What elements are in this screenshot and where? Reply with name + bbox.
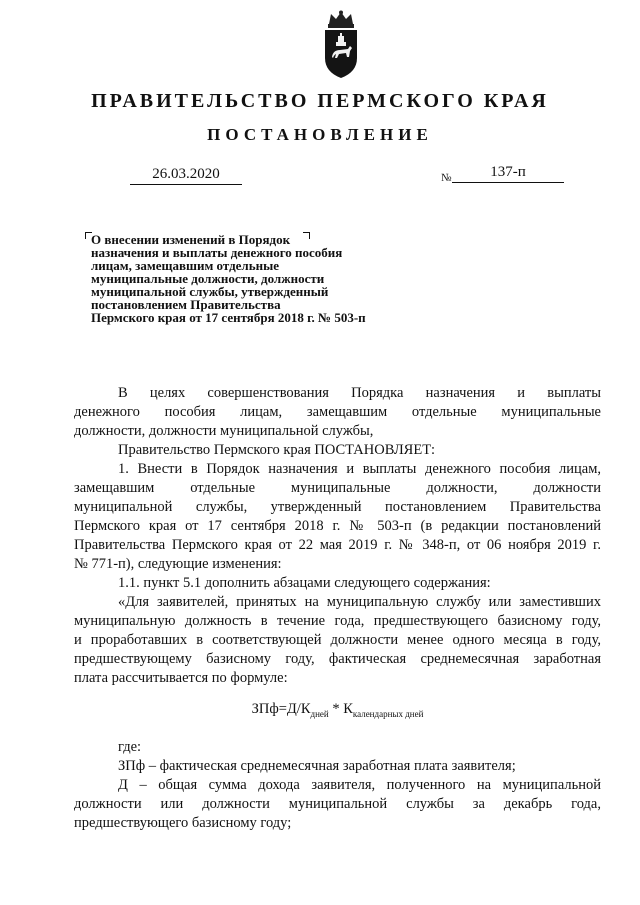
paragraph-line: предшествующему базисному году, фактическая среднемесячная заработная — [74, 651, 601, 667]
document-number: 137-п — [452, 163, 564, 183]
paragraph-line: должности, должности муниципальной службы, — [74, 423, 374, 439]
government-name: ПРАВИТЕЛЬСТВО ПЕРМСКОГО КРАЯ — [91, 90, 549, 112]
paragraph-line: Пермского края от 17 сентября 2018 г. № 503-п (в редакции постановлений — [74, 518, 601, 534]
subject-line: О внесении изменений в Порядок — [91, 232, 291, 247]
paragraph-line: В целях совершенствования Порядка назначения и выплаты — [118, 385, 601, 401]
paragraph-line: замещавшим отдельные муниципальные должности, должности — [74, 480, 601, 496]
formula — [74, 700, 601, 724]
formula-lhs: ЗПф=Д/К — [251, 701, 311, 717]
paragraph-line: денежного пособия лицам, замещавшим отдельные муниципальные — [74, 404, 601, 420]
paragraph-line: где: — [118, 738, 142, 755]
paragraph-line: «Для заявителей, принятых на муниципальную службу или заместивших — [118, 594, 601, 610]
subject-line: постановлением Правительства — [91, 297, 281, 312]
paragraph-line: ЗПф – фактическая среднемесячная заработная плата заявителя; — [118, 757, 516, 774]
number-label: № — [441, 172, 452, 184]
document-type: ПОСТАНОВЛЕНИЕ — [207, 125, 433, 144]
formula-subscript: календарных дней — [352, 708, 424, 719]
subject-line: муниципальной службы, утвержденный — [91, 284, 329, 299]
coat-of-arms-icon — [319, 10, 363, 80]
subject-line: муниципальные должности, должности — [91, 271, 325, 286]
subject-title — [91, 233, 421, 324]
paragraph-line: должности или должности муниципальной службы за декабрь года, — [74, 795, 601, 812]
subject-line: назначения и выплаты денежного пособия — [91, 245, 343, 260]
subject-line: лицам, замещавшим отдельные — [91, 258, 280, 273]
paragraph-line: 1. Внести в Порядок назначения и выплаты денежного пособия лицам, — [118, 461, 601, 477]
paragraph-line: Правительство Пермского края ПОСТАНОВЛЯЕТ: — [118, 442, 436, 458]
paragraph-line: № 771-п), следующие изменения: — [74, 556, 282, 572]
paragraph-line: Правительства Пермского края от 22 мая 2019 г. № 348-п, от 06 ноября 2019 г. — [74, 537, 601, 553]
paragraph-line: предшествующего базисному году; — [74, 814, 292, 831]
formula-mid: * К — [328, 701, 353, 717]
paragraph-line: Д – общая сумма дохода заявителя, полученного на муниципальной — [118, 776, 601, 793]
formula-subscript: дней — [310, 708, 329, 719]
paragraph-line: муниципальную должность в течение года, предшествующего базисному году, — [74, 613, 601, 629]
paragraph-line: муниципальной службы, утвержденный постановлением Правительства — [74, 499, 601, 515]
document-body — [74, 384, 601, 833]
document-date: 26.03.2020 — [130, 165, 242, 185]
subject-line: Пермского края от 17 сентября 2018 г. № 503-п — [91, 310, 366, 325]
paragraph-line: 1.1. пункт 5.1 дополнить абзацами следующего содержания: — [118, 575, 491, 591]
paragraph-line: плата рассчитывается по формуле: — [74, 670, 288, 686]
paragraph-line: и проработавших в соответствующей должности менее одного месяца в году, — [74, 632, 601, 648]
